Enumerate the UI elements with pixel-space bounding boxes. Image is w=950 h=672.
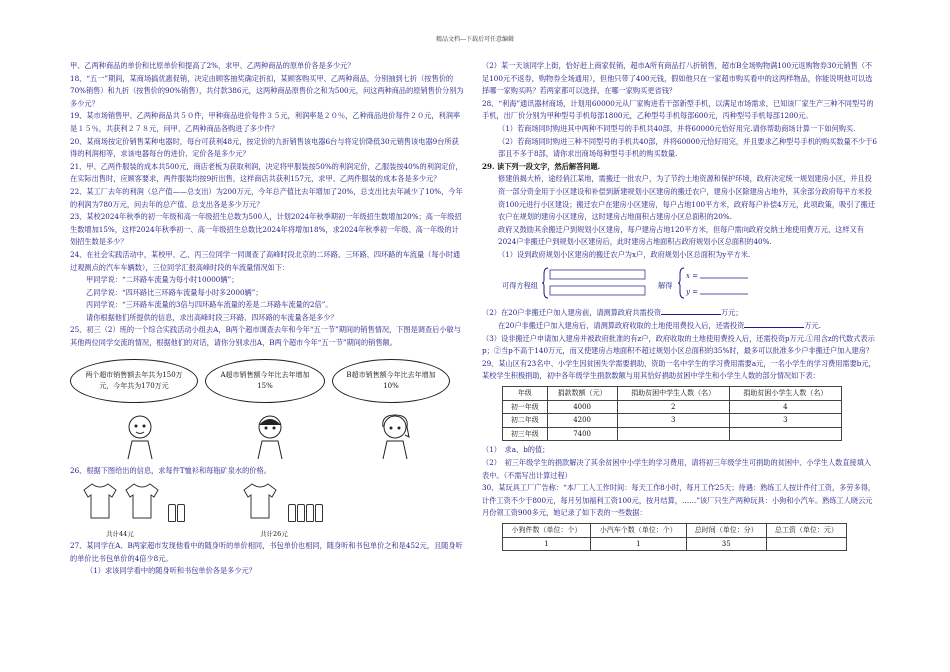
product-illustration <box>70 480 465 540</box>
question-25: 25、初三（2）班的一个综合实践活动小组去A，B两个超市调查去年和今年“五一节”期间的销售情况，下图是调查后小敏与其他两位同学交流的情况，根据他们的对话，请你分别求出A，B两个超市今年“五一节”期间的销售额。 <box>70 325 461 348</box>
question-20: 20、某商场按定价销售某种电器时，每台可获利48元，按定价的九折销售该电器6台与将定价降低30元销售该电器9台所获得的利润相等，求该电器每台的进价、定价各是多少元？ <box>70 136 459 159</box>
water-bottle-icon <box>315 504 323 522</box>
question-28-part2: （2）若商场同时购进三种不同型号的手机共40部，并将60000元恰好用完，并且要求乙种型号手机的购买数量不少于6部且不多于8部，请你求出商场每种型号手机的购买数量. <box>498 136 877 159</box>
question-29-passage-2: 政府又鼓励其余搬迁户到规划小区建房，每户建房占地120平方米，但每户需向政府交纳土地使用费万元，这样又有2024户非搬迁户到规划小区建房后，此时建房占地面积占政府规划小区总面积的40%. <box>498 224 864 247</box>
solution-brace-icon <box>678 266 758 300</box>
water-bottle-icon <box>168 504 176 522</box>
solve-label: 解得 <box>658 280 673 290</box>
wage-table <box>502 523 847 551</box>
question-24: 24、在社会实践活动中，某校甲、乙、丙三位同学一同调查了高峰时段北京的二环路、三环路、四环路的车流量（每小时通过观测点的汽车车辆数），三位同学汇报高峰时段的车流量情况如下： <box>70 249 461 272</box>
question-29-part2a: （2）在20户非搬迁户加入建房前，请测算政府共需投资 万元； <box>482 307 743 317</box>
question-28: 28、“利海”通讯器材商场，计划用60000元从厂家购进若干部新型手机，以满足市场需求，已知该厂家生产三种不同型号的手机，出厂价分别为甲种型号手机每部1800元，乙种型号手机每部600元，丙种型号手机每部1200元。 <box>482 98 874 121</box>
water-bottle-icon <box>306 504 314 522</box>
question-29-sub1: （1） 求a、b的值； <box>482 445 550 455</box>
table-row: 初三年级 7400 <box>503 427 842 441</box>
table-row: 初二年级 4200 3 3 <box>503 414 842 428</box>
question-22: 22、某工厂去年的利润（总产值——总支出）为200万元，今年总产值比去年增加了20%，总支出比去年减少了10%，今年的利润为780万元，问去年的总产值、总支出各是多少万元？ <box>70 186 463 209</box>
blank-1[interactable] <box>661 306 721 315</box>
equation-brace-icon <box>542 266 652 300</box>
water-bottle-icon <box>177 504 185 522</box>
speech-bubble-1: 两个超市销售额去年共为150万元，今年共为170万元 <box>70 359 198 403</box>
dialogue-illustration <box>70 353 465 463</box>
speech-bubble-3: B超市销售额今年比去年增加10% <box>332 359 450 403</box>
blank-2[interactable] <box>744 319 804 328</box>
question-29-title: 29. 读下列一段文字，然后解答问题. <box>482 161 601 171</box>
water-bottle-icon <box>288 504 296 522</box>
quote-jia: 甲同学说：“二环路车流量为每小时10000辆”； <box>86 275 239 285</box>
tshirt-icon <box>240 482 280 520</box>
svg-text:y =: y = <box>686 287 699 296</box>
right-column <box>482 60 877 551</box>
table-row: 初一年级 4000 2 4 <box>503 400 842 414</box>
donation-table <box>502 386 842 441</box>
svg-text:x =: x = <box>686 271 699 280</box>
equation-label: 可得方程组 <box>502 280 538 290</box>
quote-yi: 乙同学说：“四环路比三环路车流量每小时多2000辆”； <box>86 287 263 297</box>
question-21: 21、甲、乙两件服装的成本共500元，商店老板为获取利润，决定将甲服装按50%的利润定价，乙服装按40%的利润定价，在实际出售时，应顾客要求，两件服装均按9折出售，这样商店共获利157元，求甲、乙两件服装的成本各是多少元？ <box>70 161 463 184</box>
left-column <box>70 60 465 578</box>
price-caption-2: 共计26元 <box>260 530 288 539</box>
question-17-tail: 甲、乙两种商品的单价和比原单价和提高了2%，求甲、乙两种商品的原单价各是多少元？ <box>70 61 355 70</box>
price-caption-1: 共计44元 <box>106 530 134 539</box>
question-23: 23、某校2024年秋季的初一年级和高一年级招生总数为500人，计划2024年秋季期初一年级招生数增加20%；高一年级招生数增加15%，这样2024年秋季初一、高一年级招生总数比2024年将增加18%，求2024年秋季初一年级、高一年级的计划招生数是多少？ <box>70 212 462 247</box>
table-row: 1 1 35 <box>503 537 847 551</box>
question-27: 27、某同学在A、B两家超市发现他看中的随身听的单价相同，书包单价也相同，随身听和书包单价之和是452元，且随身听的单价比书包单价的4倍少8元。 <box>70 541 463 563</box>
question-27-part1: （1）求该同学看中的随身听和书包单价各是多少元？ <box>86 566 256 576</box>
table-header-row: 年级 捐款数额（元） 捐助贫困中学生人数（名） 捐助贫困小学生人数（名） <box>503 387 842 401</box>
question-24-ask: 请你根据他们所提供的信息，求出高峰时段三环路、四环路的车流量各是多少？ <box>86 312 338 322</box>
question-29-sub2: （2） 初三年级学生的捐款解决了其余贫困中小学生的学习费用，请将初三年级学生可捐助的贫困中、小学生人数直接填入表中。（不需写出计算过程） <box>482 458 872 480</box>
question-29-donation: 29、某山区有23名中、小学生因贫困失学需要捐助，资助一名中学生的学习费用需要a元，一名小学生的学习费用需要b元，某校学生积极捐助，初中各年级学生捐款数额与用其恰好捐助贫困中学生和小学生人数的部分情况如下表： <box>482 358 876 381</box>
question-29-passage-1: 修建俏揭大桥，途经俏江某地，需搬迁一批农户，为了节约土地资源和保护环境，政府决定统一规划建房小区，并且投资一部分资金用于小区建设和补偿到新建规划小区建房的搬迁农户，建房小区除建房占地外，其余部分政府每平方米投资100元进行小区建设；搬迁农户在建房小区建房，每户占地100平方米，政府每户补偿4万元，此项政策，吸引了搬迁农户在规划的建房小区建房，这时建房占地面积占建房小区总面积的20%. <box>498 174 876 222</box>
question-29-part2b: 在20户非搬迁户加入建房后，请测算政府收取的土地使用费投入后，还需投资 万元. <box>498 321 822 331</box>
student-figure-icon <box>120 413 160 459</box>
quote-bing: 丙同学说：“三环路车流量的3倍与四环路车流量的差是二环路车流量的2倍”。 <box>86 300 333 310</box>
question-28-part1: （1）若商场同时购进其中两种不同型号的手机共40部，并将60000元恰好用完.请你帮助商场计算一下如何购买. <box>498 123 856 133</box>
tshirt-icon <box>122 482 162 520</box>
xiaomin-figure-icon <box>250 413 290 459</box>
page-header: 精品文档---下载后可任意编辑 <box>435 36 515 43</box>
question-30: 30、某玩具工厂广告称：“本厂工人工作时间：每天工作8小时，每月工作25天；待遇：熟练工人按计件付工资，多劳多得，计件工资不少于800元，每月另加福利工资100元，按月结算，……”该厂只生产两种玩具：小狗和小汽车。熟练工人晓云元月份领工资900多元，她记录了如下表的一些数据： <box>482 483 876 518</box>
question-26: 26、根据下图给出的信息，求每件T恤衫和每瓶矿泉水的价格。 <box>70 465 271 475</box>
speech-bubble-2: A超市销售额今年比去年增加15% <box>205 359 325 403</box>
question-27-part2: （2）某一天该同学上街，恰好赶上商家促销，超市A所有商品打八折销售，超市B全场购物满100元返购物券30元销售（不足100元不返券，购物券全场通用），但他只带了400元钱，假如他只在一家超市购买看中的这两样物品，你能说明他可以选择哪一家购买吗？若两家都可以选择，在哪一家购买更省钱？ <box>482 61 873 96</box>
question-19: 19、某市场销售甲、乙两种商品共５０件，甲种商品进价每件３５元，利润率是２０％，乙种商品进价每件２０元，利润率是１５％，共获利２７８元，问甲、乙两种商品各购进了多少件？ <box>70 111 461 133</box>
tshirt-icon <box>80 482 120 520</box>
equation-system-diagram <box>482 264 877 304</box>
girl-figure-icon <box>375 413 415 459</box>
question-29-part3: （3）设非搬迁户申请加入建房并被政府批准的有z户，政府收取的土地使用费投入后，还需投资p万元.①用含z的代数式表示p；②当p不高于140万元，而又使建房占地面积不超过规划小区总面积的35%时，最多可以批准多少户非搬迁户加入建房？ <box>482 333 875 356</box>
table-header-row: 小狗件数（单位：个） 小汽车个数（单位：个） 总时间（单位：分） 总工资（单位：元） <box>503 524 847 538</box>
water-bottle-icon <box>297 504 305 522</box>
question-29-part1: （1）设到政府规划小区建房的搬迁农户为x户，政府规划小区总面积为y平方米. <box>498 249 751 259</box>
question-18: 18、“五一”期间，某商场搞优惠促销，决定由顾客抽奖确定折扣，某顾客购买甲、乙两种商品，分别抽到七折（按售价的70%销售）和九折（按售价的90%销售），共付款386元，这两种商品原售价之和为500元，问这两种商品的原销售价分别为多少元？ <box>70 73 464 108</box>
